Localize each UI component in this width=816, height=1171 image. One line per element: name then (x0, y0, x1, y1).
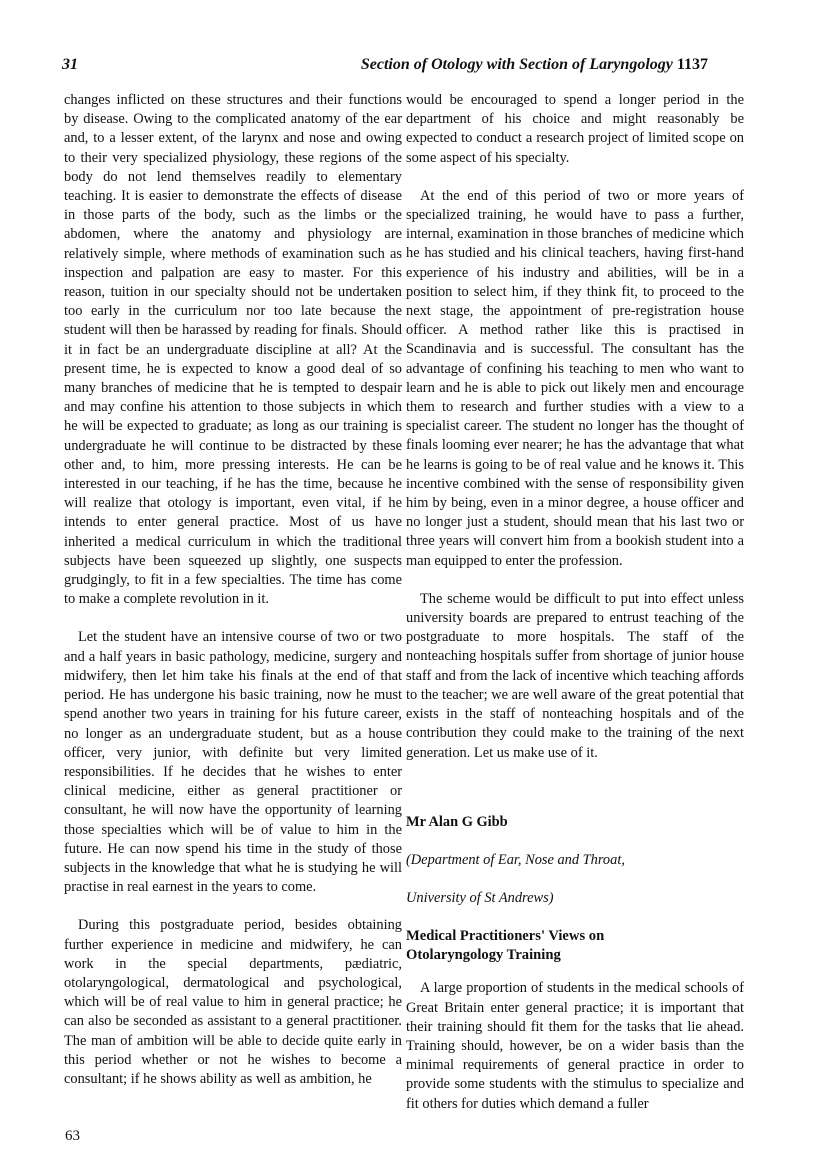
running-header (361, 56, 708, 74)
section-title-line: Otolaryngology Training (406, 947, 561, 964)
paragraph: Let the student have an intensive course of two or two and a half years in basic pathology, medicine, surgery and midwifery, then let him take his finals at the end of that period. He has undergone his basic training, now he must spend another two years in training for his future career, no longer as an undergraduate student, but as a house officer, very junior, with definite but very limited responsibilities. If he decides that he wishes to enter clinical medicine, either as general practitioner or consultant, he will now have the opportunity of learning those specialties which will be of value to him in the future. He can now spend his time in the study of those subjects in the knowledge that what he is studying he will practise in real earnest in the years to come. (64, 629, 402, 896)
author-affiliation: (Department of Ear, Nose and Throat, (406, 851, 625, 868)
section-title (406, 927, 744, 965)
author-block (406, 813, 744, 909)
left-column (64, 91, 402, 1108)
running-title: Section of Otology with Section of Laryngology (360, 56, 673, 73)
paragraph: would be encouraged to spend a longer period in the department of his choice and might reasonably be expected to conduct a research project of limited scope on some aspect of his specialty. (406, 92, 744, 166)
paragraph: At the end of this period of two or more years of specialized training, he would have to pass a further, internal, examination in those branches of medicine which he has studied and his clinical teachers, having first-hand experience of his industry and abilities, will be in a position to select him, if they think fit, to proceed to the next stage, the appointment of pre-registration house officer. A method rather like this is practised in Scandinavia and is successful. The consultant has the advantage of confining his teaching to men who want to learn and he is able to pick out likely men and encourage them to research and further studies with a view to a specialist career. The student no longer has the thought of finals looming ever nearer; he has the advantage that what he learns is going to be of real value and he knows it. This incentive combined with the sense of responsibility given him by being, even in a minor degree, a house officer and no longer just a student, should mean that his last two or three years will convert him from a bookish student into a man equipped to enter the profession. (406, 187, 744, 569)
journal-page-number: 1137 (676, 56, 708, 73)
right-column (406, 91, 744, 1133)
section-title-line: Medical Practitioners' Views on (406, 928, 605, 945)
page-number: 31 (62, 56, 78, 73)
author-affiliation: University of St Andrews) (406, 890, 554, 907)
folio: 63 (65, 1128, 80, 1144)
paragraph: The scheme would be difficult to put into effect unless university boards are prepared to entrust teaching of the postgraduate to more hospitals. The staff of the nonteaching hospitals suffer from shortage of junior house staff and from the lack of incentive which teaching affords to the teacher; we are well aware of the great potential that exists in the staff of nonteaching hospitals and of the contribution they could make to the training of the next generation. Let us make use of it. (406, 590, 744, 761)
paragraph: During this postgraduate period, besides obtaining further experience in medicine and midwifery, he can work in the special departments, pædiatric, otolaryngological, dermatological and psychological, which will be of real value to him in general practice; he can also be seconded as assistant to a general practitioner. The man of ambition will be able to decide quite early in this period whether or not he wishes to become a consultant; if he shows ability as well as ambition, he (64, 917, 402, 1087)
author-name: Mr Alan G Gibb (406, 813, 508, 830)
paragraph: changes inflicted on these structures and their functions by disease. Owing to the complicated anatomy of the ear and, to a lesser extent, of the larynx and nose and owing to their very specialized physiology, these regions of the body do not lend themselves readily to elementary teaching. It is easier to demonstrate the effects of disease in those parts of the body, such as the limbs or the abdomen, where the anatomy and physiology are relatively simple, where methods of examination such as inspection and palpation are easy to master. For this reason, tuition in our specialty should not be undertaken too early in the curriculum nor too late because the student will then be harassed by reading for finals. Should it in fact be an undergraduate discipline at all? At the present time, he is expected to know a good deal of so many branches of medicine that he is tempted to despair and may confine his attention to those subjects in which he will be expected to graduate; as long as our training is undergraduate he will continue to be distracted by these other and, to him, more pressing interests. He can be interested in our teaching, if he has the time, because he will realize that otology is important, even vital, if he intends to enter general practice. Most of us have inherited a medical curriculum in which the traditional subjects have been squeezed up slightly, one suspects grudgingly, to fit in a few specialties. The time has come to make a complete revolution in it. (64, 92, 402, 608)
paragraph: A large proportion of students in the medical schools of Great Britain enter general practice; it is important that their training should fit them for the tasks that lie ahead. Training should, however, be on a wider basis than the minimal requirements of general practice in order to provide some students with the stimulus to specialize and fit others for duties which demand a fuller (406, 980, 744, 1112)
